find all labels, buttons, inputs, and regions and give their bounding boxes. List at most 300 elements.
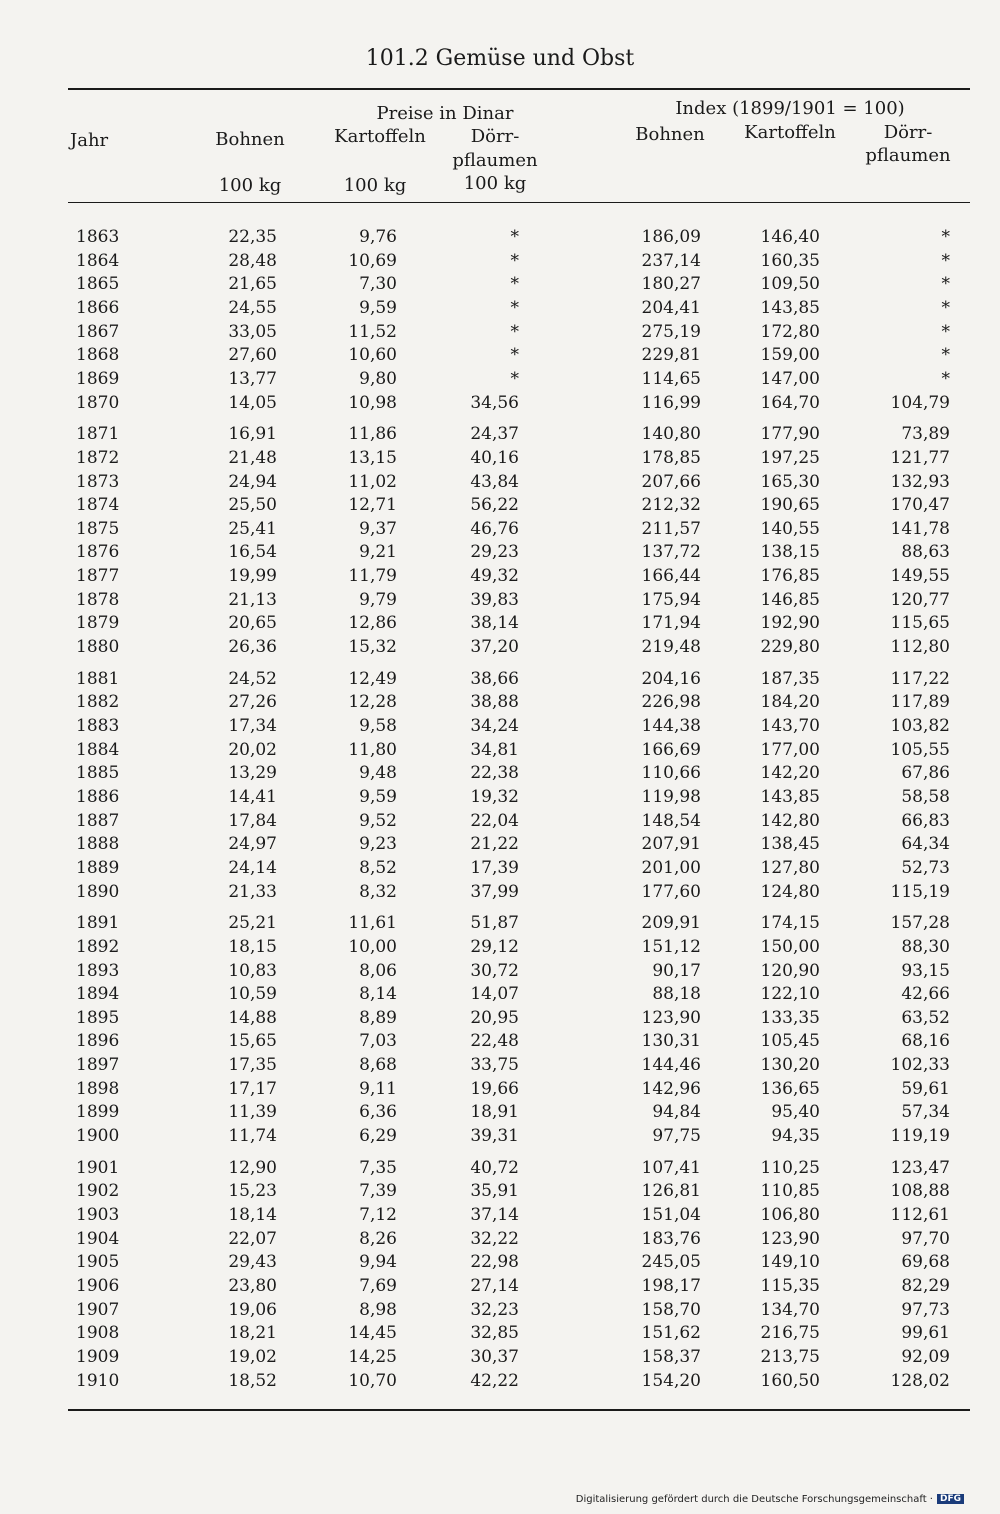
cell-index-bohnen: 119,98 <box>641 786 701 807</box>
cell-index-kartoffeln: 134,70 <box>760 1299 820 1320</box>
cell-price-doerrpflaumen: 34,81 <box>470 739 519 760</box>
cell-year: 1893 <box>76 960 120 981</box>
cell-price-doerrpflaumen: 22,48 <box>470 1031 519 1052</box>
cell-index-doerrpflaumen: 121,77 <box>890 447 950 468</box>
cell-index-bohnen: 211,57 <box>641 518 701 539</box>
cell-price-doerrpflaumen: 46,76 <box>470 518 519 539</box>
cell-index-doerrpflaumen: 108,88 <box>890 1181 950 1202</box>
footer-text: Digitalisierung gefördert durch die Deutsche Forschungsgemeinschaft · <box>575 1494 933 1505</box>
cell-price-doerrpflaumen: 22,04 <box>470 810 519 831</box>
cell-index-doerrpflaumen: 112,61 <box>890 1205 950 1225</box>
cell-price-kartoffeln: 11,61 <box>348 913 397 934</box>
cell-price-doerrpflaumen: 39,31 <box>470 1126 519 1147</box>
cell-price-kartoffeln: 9,48 <box>359 763 397 784</box>
cell-price-bohnen: 20,65 <box>228 613 277 634</box>
cell-index-bohnen: 88,18 <box>652 984 701 1005</box>
header-index-group: Index (1899/1901 = 100) <box>675 98 905 119</box>
cell-year: 1898 <box>76 1078 120 1099</box>
cell-price-bohnen: 27,60 <box>228 345 277 366</box>
cell-index-bohnen: 144,38 <box>641 716 701 736</box>
cell-price-doerrpflaumen: 51,87 <box>470 913 519 934</box>
cell-index-bohnen: 142,96 <box>641 1078 701 1099</box>
cell-index-doerrpflaumen: * <box>941 345 950 366</box>
table-row <box>0 472 1000 496</box>
cell-price-bohnen: 25,21 <box>228 913 277 934</box>
cell-price-kartoffeln: 12,28 <box>348 692 397 713</box>
cell-price-kartoffeln: 14,25 <box>348 1346 397 1367</box>
cell-index-doerrpflaumen: 92,09 <box>901 1346 950 1367</box>
cell-price-kartoffeln: 7,30 <box>359 274 397 295</box>
table-row <box>0 542 1000 566</box>
cell-index-bohnen: 183,76 <box>641 1228 701 1249</box>
cell-index-bohnen: 116,99 <box>641 392 701 413</box>
cell-price-kartoffeln: 7,69 <box>359 1275 397 1296</box>
table-row <box>0 1300 1000 1324</box>
cell-year: 1869 <box>76 368 120 389</box>
page-title: 101.2 Gemüse und Obst <box>365 46 635 71</box>
cell-price-doerrpflaumen: 18,91 <box>470 1102 519 1123</box>
cell-index-bohnen: 151,62 <box>641 1323 701 1344</box>
cell-year: 1863 <box>76 227 120 247</box>
dfg-logo: DFG <box>937 1494 964 1504</box>
cell-year: 1900 <box>76 1126 120 1147</box>
header-jahr: Jahr <box>70 130 109 151</box>
cell-price-doerrpflaumen: 32,22 <box>470 1228 519 1249</box>
table-row <box>0 637 1000 661</box>
cell-year: 1864 <box>76 250 120 271</box>
cell-year: 1906 <box>76 1275 120 1296</box>
unit-dorr: 100 kg <box>463 173 527 194</box>
cell-price-doerrpflaumen: 39,83 <box>470 589 519 610</box>
cell-year: 1873 <box>76 471 120 492</box>
cell-price-kartoffeln: 12,86 <box>348 613 397 634</box>
cell-price-doerrpflaumen: 21,22 <box>470 834 519 855</box>
table-row <box>0 274 1000 298</box>
cell-index-kartoffeln: 124,80 <box>760 881 820 902</box>
table-row <box>0 858 1000 882</box>
cell-year: 1885 <box>76 763 120 784</box>
table-row <box>0 740 1000 764</box>
cell-index-doerrpflaumen: 42,66 <box>901 984 950 1005</box>
table-row <box>0 1181 1000 1205</box>
cell-index-bohnen: 130,31 <box>641 1031 701 1052</box>
cell-index-doerrpflaumen: 117,89 <box>890 692 950 713</box>
cell-price-kartoffeln: 8,26 <box>359 1228 397 1249</box>
cell-year: 1896 <box>76 1031 120 1052</box>
cell-price-bohnen: 14,05 <box>228 392 277 413</box>
table-row <box>0 1347 1000 1371</box>
cell-year: 1902 <box>76 1181 120 1202</box>
cell-price-bohnen: 21,48 <box>228 447 277 468</box>
cell-index-kartoffeln: 127,80 <box>760 857 820 878</box>
table-row <box>0 1079 1000 1103</box>
cell-price-bohnen: 29,43 <box>228 1252 277 1273</box>
cell-index-kartoffeln: 229,80 <box>760 637 820 658</box>
cell-index-kartoffeln: 136,65 <box>760 1078 820 1099</box>
cell-price-doerrpflaumen: 38,66 <box>470 668 519 689</box>
cell-year: 1910 <box>76 1370 120 1391</box>
cell-index-kartoffeln: 216,75 <box>760 1323 820 1344</box>
cell-price-bohnen: 21,13 <box>228 589 277 610</box>
cell-index-doerrpflaumen: 115,19 <box>890 881 950 902</box>
cell-price-kartoffeln: 9,59 <box>359 297 397 318</box>
cell-price-doerrpflaumen: 20,95 <box>470 1007 519 1028</box>
table-row <box>0 937 1000 961</box>
cell-index-doerrpflaumen: 105,55 <box>890 739 950 760</box>
cell-price-kartoffeln: 11,02 <box>348 471 397 492</box>
cell-index-kartoffeln: 109,50 <box>760 274 820 295</box>
cell-price-doerrpflaumen: 43,84 <box>470 471 519 492</box>
cell-index-bohnen: 204,16 <box>641 668 701 689</box>
cell-price-doerrpflaumen: 30,37 <box>470 1346 519 1367</box>
cell-year: 1883 <box>76 716 120 736</box>
cell-index-doerrpflaumen: * <box>941 250 950 271</box>
cell-year: 1871 <box>76 424 120 445</box>
cell-year: 1892 <box>76 936 120 957</box>
cell-price-bohnen: 25,41 <box>228 518 277 539</box>
cell-index-bohnen: 175,94 <box>641 589 701 610</box>
cell-index-bohnen: 178,85 <box>641 447 701 468</box>
cell-index-kartoffeln: 150,00 <box>760 936 820 957</box>
cell-index-bohnen: 97,75 <box>652 1126 701 1147</box>
table-row <box>0 590 1000 614</box>
cell-index-doerrpflaumen: 88,30 <box>901 936 950 957</box>
cell-price-kartoffeln: 8,32 <box>359 881 397 902</box>
cell-index-kartoffeln: 138,45 <box>760 834 820 855</box>
cell-year: 1877 <box>76 566 120 587</box>
cell-price-doerrpflaumen: 40,16 <box>470 447 519 468</box>
cell-index-bohnen: 151,04 <box>641 1205 701 1225</box>
cell-price-kartoffeln: 9,76 <box>359 227 397 247</box>
table-row <box>0 424 1000 448</box>
cell-price-doerrpflaumen: 49,32 <box>470 566 519 587</box>
table-row <box>0 1252 1000 1276</box>
cell-price-bohnen: 16,91 <box>228 424 277 445</box>
cell-price-bohnen: 17,35 <box>228 1055 277 1076</box>
cell-index-bohnen: 177,60 <box>641 881 701 902</box>
unit-kartoffeln: 100 kg <box>343 175 407 196</box>
table-row <box>0 1031 1000 1055</box>
cell-index-kartoffeln: 140,55 <box>760 518 820 539</box>
cell-year: 1903 <box>76 1205 120 1225</box>
cell-index-bohnen: 275,19 <box>641 321 701 342</box>
cell-index-kartoffeln: 143,85 <box>760 297 820 318</box>
cell-index-doerrpflaumen: 52,73 <box>901 857 950 878</box>
cell-index-doerrpflaumen: 68,16 <box>901 1031 950 1052</box>
cell-year: 1908 <box>76 1323 120 1344</box>
cell-index-doerrpflaumen: 119,19 <box>890 1126 950 1147</box>
cell-price-kartoffeln: 14,45 <box>348 1323 397 1344</box>
bottom-rule <box>68 1409 970 1411</box>
cell-index-doerrpflaumen: 69,68 <box>901 1252 950 1273</box>
cell-price-bohnen: 17,84 <box>228 810 277 831</box>
cell-price-bohnen: 28,48 <box>228 250 277 271</box>
cell-index-kartoffeln: 177,90 <box>760 424 820 445</box>
table-row <box>0 495 1000 519</box>
cell-index-doerrpflaumen: 73,89 <box>901 424 950 445</box>
cell-year: 1894 <box>76 984 120 1005</box>
header-idx-kartoffeln: Kartoffeln <box>744 122 836 143</box>
cell-index-doerrpflaumen: * <box>941 227 950 247</box>
cell-price-bohnen: 14,88 <box>228 1007 277 1028</box>
cell-index-doerrpflaumen: 141,78 <box>890 518 950 539</box>
cell-price-doerrpflaumen: 30,72 <box>470 960 519 981</box>
cell-index-kartoffeln: 122,10 <box>760 984 820 1005</box>
cell-price-kartoffeln: 7,12 <box>359 1205 397 1225</box>
cell-index-kartoffeln: 176,85 <box>760 566 820 587</box>
cell-price-bohnen: 18,52 <box>228 1370 277 1391</box>
cell-year: 1870 <box>76 392 120 413</box>
cell-index-doerrpflaumen: 112,80 <box>890 637 950 658</box>
cell-price-kartoffeln: 10,00 <box>348 936 397 957</box>
cell-price-doerrpflaumen: 24,37 <box>470 424 519 445</box>
cell-price-kartoffeln: 6,29 <box>359 1126 397 1147</box>
cell-price-kartoffeln: 11,86 <box>348 424 397 445</box>
cell-index-kartoffeln: 147,00 <box>760 368 820 389</box>
cell-year: 1888 <box>76 834 120 855</box>
table-row <box>0 322 1000 346</box>
table-row <box>0 716 1000 740</box>
cell-index-bohnen: 198,17 <box>641 1275 701 1296</box>
cell-index-bohnen: 212,32 <box>641 495 701 516</box>
cell-price-bohnen: 21,65 <box>228 274 277 295</box>
cell-index-kartoffeln: 142,20 <box>760 763 820 784</box>
cell-price-bohnen: 10,59 <box>228 984 277 1005</box>
cell-price-kartoffeln: 15,32 <box>348 637 397 658</box>
cell-index-bohnen: 123,90 <box>641 1007 701 1028</box>
table-row <box>0 811 1000 835</box>
cell-index-kartoffeln: 192,90 <box>760 613 820 634</box>
cell-price-bohnen: 24,52 <box>228 668 277 689</box>
cell-price-doerrpflaumen: * <box>510 321 519 342</box>
table-row <box>0 393 1000 417</box>
cell-price-doerrpflaumen: 38,14 <box>470 613 519 634</box>
cell-index-doerrpflaumen: 63,52 <box>901 1007 950 1028</box>
cell-price-bohnen: 23,80 <box>228 1275 277 1296</box>
cell-year: 1904 <box>76 1228 120 1249</box>
cell-index-kartoffeln: 120,90 <box>760 960 820 981</box>
cell-price-kartoffeln: 10,70 <box>348 1370 397 1391</box>
table-row <box>0 251 1000 275</box>
cell-index-doerrpflaumen: * <box>941 297 950 318</box>
cell-index-kartoffeln: 94,35 <box>771 1126 820 1147</box>
cell-year: 1905 <box>76 1252 120 1273</box>
cell-index-doerrpflaumen: 64,34 <box>901 834 950 855</box>
cell-price-doerrpflaumen: 33,75 <box>470 1055 519 1076</box>
cell-year: 1895 <box>76 1007 120 1028</box>
cell-year: 1899 <box>76 1102 120 1123</box>
cell-price-bohnen: 11,39 <box>228 1102 277 1123</box>
cell-year: 1878 <box>76 589 120 610</box>
cell-price-bohnen: 24,94 <box>228 471 277 492</box>
cell-index-kartoffeln: 143,85 <box>760 786 820 807</box>
cell-price-bohnen: 10,83 <box>228 960 277 981</box>
cell-price-doerrpflaumen: 29,12 <box>470 936 519 957</box>
cell-price-bohnen: 14,41 <box>228 786 277 807</box>
cell-year: 1865 <box>76 274 120 295</box>
cell-price-bohnen: 17,17 <box>228 1078 277 1099</box>
cell-price-bohnen: 12,90 <box>228 1157 277 1178</box>
cell-price-kartoffeln: 8,98 <box>359 1299 397 1320</box>
cell-index-bohnen: 237,14 <box>641 250 701 271</box>
cell-index-bohnen: 245,05 <box>641 1252 701 1273</box>
header-idx-bohnen: Bohnen <box>635 124 705 145</box>
cell-index-doerrpflaumen: 104,79 <box>890 392 950 413</box>
cell-year: 1889 <box>76 857 120 878</box>
header-preise-group: Preise in Dinar <box>376 103 514 124</box>
cell-index-bohnen: 110,66 <box>641 763 701 784</box>
cell-price-bohnen: 24,14 <box>228 857 277 878</box>
cell-price-doerrpflaumen: * <box>510 250 519 271</box>
cell-index-doerrpflaumen: * <box>941 274 950 295</box>
cell-year: 1879 <box>76 613 120 634</box>
cell-price-kartoffeln: 11,79 <box>348 566 397 587</box>
cell-price-kartoffeln: 10,98 <box>348 392 397 413</box>
cell-price-kartoffeln: 12,71 <box>348 495 397 516</box>
cell-index-doerrpflaumen: 88,63 <box>901 542 950 563</box>
cell-price-kartoffeln: 7,03 <box>359 1031 397 1052</box>
cell-price-bohnen: 22,07 <box>228 1228 277 1249</box>
cell-index-kartoffeln: 130,20 <box>760 1055 820 1076</box>
cell-index-kartoffeln: 177,00 <box>760 739 820 760</box>
cell-price-kartoffeln: 10,60 <box>348 345 397 366</box>
cell-index-doerrpflaumen: 103,82 <box>890 716 950 736</box>
table-row <box>0 227 1000 251</box>
table-row <box>0 1205 1000 1229</box>
cell-price-bohnen: 19,06 <box>228 1299 277 1320</box>
cell-index-kartoffeln: 105,45 <box>760 1031 820 1052</box>
cell-index-bohnen: 137,72 <box>641 542 701 563</box>
cell-index-bohnen: 94,84 <box>652 1102 701 1123</box>
table-row <box>0 298 1000 322</box>
cell-price-doerrpflaumen: 40,72 <box>470 1157 519 1178</box>
cell-index-kartoffeln: 115,35 <box>760 1275 820 1296</box>
cell-price-bohnen: 16,54 <box>228 542 277 563</box>
cell-index-kartoffeln: 143,70 <box>760 716 820 736</box>
cell-price-bohnen: 13,77 <box>228 368 277 389</box>
table-row <box>0 984 1000 1008</box>
cell-index-kartoffeln: 149,10 <box>760 1252 820 1273</box>
cell-price-doerrpflaumen: 37,99 <box>470 881 519 902</box>
unit-bohnen: 100 kg <box>218 175 282 196</box>
cell-index-doerrpflaumen: 123,47 <box>890 1157 950 1178</box>
cell-year: 1880 <box>76 637 120 658</box>
cell-price-kartoffeln: 9,59 <box>359 786 397 807</box>
cell-price-bohnen: 27,26 <box>228 692 277 713</box>
cell-price-kartoffeln: 9,37 <box>359 518 397 539</box>
table-row <box>0 763 1000 787</box>
cell-index-kartoffeln: 159,00 <box>760 345 820 366</box>
table-row <box>0 1008 1000 1032</box>
cell-price-doerrpflaumen: 27,14 <box>470 1275 519 1296</box>
table-row <box>0 345 1000 369</box>
table-row <box>0 692 1000 716</box>
cell-price-kartoffeln: 8,06 <box>359 960 397 981</box>
table-row <box>0 1276 1000 1300</box>
cell-index-kartoffeln: 146,40 <box>760 227 820 247</box>
cell-price-doerrpflaumen: 56,22 <box>470 495 519 516</box>
cell-price-bohnen: 21,33 <box>228 881 277 902</box>
cell-price-doerrpflaumen: * <box>510 297 519 318</box>
cell-index-doerrpflaumen: 57,34 <box>901 1102 950 1123</box>
cell-index-kartoffeln: 106,80 <box>760 1205 820 1225</box>
cell-index-bohnen: 186,09 <box>641 227 701 247</box>
cell-year: 1897 <box>76 1055 120 1076</box>
cell-price-doerrpflaumen: * <box>510 345 519 366</box>
cell-year: 1881 <box>76 668 120 689</box>
cell-price-bohnen: 26,36 <box>228 637 277 658</box>
cell-price-doerrpflaumen: 37,20 <box>470 637 519 658</box>
cell-index-bohnen: 144,46 <box>641 1055 701 1076</box>
cell-index-doerrpflaumen: 117,22 <box>890 668 950 689</box>
cell-index-bohnen: 148,54 <box>641 810 701 831</box>
cell-index-kartoffeln: 138,15 <box>760 542 820 563</box>
header-idx-dorr-line2: pflaumen <box>865 145 951 166</box>
cell-price-doerrpflaumen: 38,88 <box>470 692 519 713</box>
table-row <box>0 834 1000 858</box>
cell-index-kartoffeln: 197,25 <box>760 447 820 468</box>
cell-year: 1875 <box>76 518 120 539</box>
cell-price-kartoffeln: 8,68 <box>359 1055 397 1076</box>
table-row <box>0 613 1000 637</box>
cell-year: 1882 <box>76 692 120 713</box>
cell-year: 1867 <box>76 321 120 342</box>
cell-index-kartoffeln: 213,75 <box>760 1346 820 1367</box>
cell-index-doerrpflaumen: 67,86 <box>901 763 950 784</box>
cell-index-bohnen: 171,94 <box>641 613 701 634</box>
cell-price-kartoffeln: 9,79 <box>359 589 397 610</box>
cell-price-bohnen: 24,55 <box>228 297 277 318</box>
cell-index-doerrpflaumen: * <box>941 368 950 389</box>
cell-year: 1901 <box>76 1157 120 1178</box>
table-row <box>0 882 1000 906</box>
cell-index-bohnen: 107,41 <box>641 1157 701 1178</box>
cell-price-kartoffeln: 8,89 <box>359 1007 397 1028</box>
cell-price-bohnen: 15,65 <box>228 1031 277 1052</box>
table-row <box>0 961 1000 985</box>
cell-index-bohnen: 219,48 <box>641 637 701 658</box>
table-row <box>0 369 1000 393</box>
cell-price-doerrpflaumen: 29,23 <box>470 542 519 563</box>
cell-price-bohnen: 19,99 <box>228 566 277 587</box>
cell-index-bohnen: 126,81 <box>641 1181 701 1202</box>
cell-index-kartoffeln: 160,35 <box>760 250 820 271</box>
cell-price-bohnen: 20,02 <box>228 739 277 760</box>
cell-index-bohnen: 151,12 <box>641 936 701 957</box>
cell-index-doerrpflaumen: 102,33 <box>890 1055 950 1076</box>
cell-price-doerrpflaumen: 42,22 <box>470 1370 519 1391</box>
cell-year: 1909 <box>76 1346 120 1367</box>
cell-price-kartoffeln: 12,49 <box>348 668 397 689</box>
header-bohnen: Bohnen <box>215 129 285 150</box>
cell-year: 1866 <box>76 297 120 318</box>
header-rule <box>68 202 970 203</box>
cell-price-doerrpflaumen: 32,23 <box>470 1299 519 1320</box>
cell-index-doerrpflaumen: 66,83 <box>901 810 950 831</box>
cell-price-doerrpflaumen: 32,85 <box>470 1323 519 1344</box>
cell-index-bohnen: 90,17 <box>652 960 701 981</box>
table-row <box>0 787 1000 811</box>
cell-index-kartoffeln: 110,25 <box>760 1157 820 1178</box>
cell-price-bohnen: 19,02 <box>228 1346 277 1367</box>
cell-index-doerrpflaumen: 120,77 <box>890 589 950 610</box>
top-rule <box>68 88 970 90</box>
cell-index-bohnen: 158,37 <box>641 1346 701 1367</box>
cell-index-doerrpflaumen: 132,93 <box>890 471 950 492</box>
cell-index-doerrpflaumen: * <box>941 321 950 342</box>
cell-price-doerrpflaumen: 35,91 <box>470 1181 519 1202</box>
cell-price-bohnen: 22,35 <box>228 227 277 247</box>
